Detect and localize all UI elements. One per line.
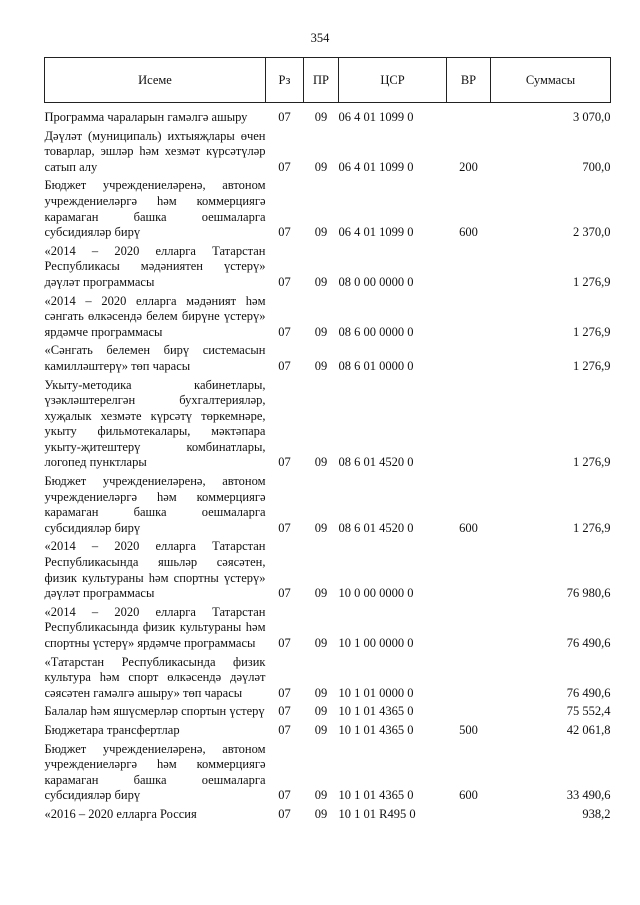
budget-table [44, 57, 611, 825]
row-name: «2014 – 2020 елларга Татарстан Республикасында физик культураны һәм спортны үстерү» ярдәмче программасы [44, 604, 266, 650]
row-vr [447, 377, 491, 474]
row-name: Бюджет учреждениеләренә, автоном учреждениеләргә һәм коммерциягә карамаган башка оешмаларга субсидияләр бирү [44, 178, 266, 240]
row-name: Балалар һәм яшүсмерләр спортын үстерү [44, 704, 265, 719]
row-csr: 10 0 00 0000 0 [338, 586, 414, 601]
row-csr: 08 6 00 0000 0 [338, 324, 414, 339]
row-sum: 76 490,6 [566, 685, 611, 700]
row-sum: 42 061,8 [566, 722, 611, 737]
table-row [45, 654, 611, 704]
row-vr [447, 342, 491, 376]
row-vr: 600 [459, 788, 478, 803]
row-name: «2014 – 2020 елларга Татарстан Республикасында яшьләр сәясәтен, физик культураны һәм спортны үстерү» дәүләт программасы [44, 539, 266, 601]
row-csr: 06 4 01 1099 0 [338, 225, 414, 240]
row-rz: 07 [278, 685, 291, 700]
row-vr: 200 [459, 159, 478, 174]
row-name: Бюджетара трансфертлар [44, 722, 180, 737]
row-name: Бюджет учреждениеләренә, автоном учреждениеләргә һәм коммерциягә карамаган башка оешмаларга субсидияләр бирү [44, 474, 266, 535]
row-sum: 1 276,9 [573, 520, 611, 535]
row-sum: 1 276,9 [573, 324, 611, 339]
row-sum: 938,2 [582, 806, 611, 821]
column-header-sum: Суммасы [491, 58, 611, 103]
row-sum: 1 276,9 [573, 274, 611, 289]
row-name: «Татарстан Республикасында физик культура һәм спорт өлкәсендә дәүләт сәясәтен гамәлгә ашыру» төп чарасы [44, 654, 266, 700]
row-pr: 09 [314, 788, 328, 803]
row-vr [447, 243, 491, 293]
row-csr: 10 1 01 R495 0 [338, 806, 416, 821]
table-row [45, 604, 611, 654]
row-csr: 10 1 01 4365 0 [338, 722, 414, 737]
row-name: Дәүләт (муниципаль) ихтыяҗлары өчен товарлар, эшләр һәм хезмәт күрсәтүләр сатып алу [44, 128, 266, 174]
table-row [45, 342, 611, 376]
row-pr: 09 [314, 586, 328, 601]
row-csr: 10 1 00 0000 0 [338, 636, 414, 650]
row-rz: 07 [278, 358, 291, 373]
row-vr [447, 604, 491, 654]
table-row [45, 177, 611, 242]
row-name: «2014 – 2020 елларга мәдәният һәм сәнгать өлкәсендә белем бирүне үстерү» ярдәмче программасы [44, 293, 266, 339]
column-header-vr: ВР [447, 58, 491, 103]
column-header-pr: ПР [304, 58, 339, 103]
row-rz: 07 [278, 586, 291, 601]
table-row [45, 741, 611, 806]
row-rz: 07 [278, 455, 291, 470]
row-vr [447, 703, 491, 722]
row-vr [447, 654, 491, 704]
table-row [45, 538, 611, 603]
row-rz: 07 [278, 110, 291, 124]
row-name: Бюджет учреждениеләренә, автоном учреждениеләргә һәм коммерциягә карамаган башка оешмаларга субсидияләр бирү [44, 741, 266, 803]
row-sum: 2 370,0 [573, 225, 611, 240]
row-csr: 08 6 01 0000 0 [338, 358, 414, 373]
row-sum: 1 276,9 [573, 358, 611, 373]
row-pr: 09 [314, 159, 328, 174]
table-row [45, 109, 611, 128]
row-name: Укыту-методика кабинетлары, үзәкләштерелгән бухгалтерияләр, хуҗалык хезмәте күрсәтү төркемнәре, укыту фильмотекалары, мәктәпара укыту-җитештерү комбинатлары, логопед пунктлары [44, 377, 266, 470]
row-sum: 75 552,4 [566, 704, 611, 719]
table-body [45, 103, 611, 825]
row-rz: 07 [278, 806, 291, 821]
row-sum: 3 070,0 [573, 110, 611, 124]
row-rz: 07 [278, 788, 291, 803]
row-sum: 700,0 [582, 159, 611, 174]
row-rz: 07 [278, 636, 291, 650]
row-csr: 10 1 01 0000 0 [338, 685, 414, 700]
table-header-row [45, 58, 611, 103]
row-vr: 500 [459, 722, 478, 737]
row-csr: 08 0 00 0000 0 [338, 274, 414, 289]
row-sum: 1 276,9 [573, 455, 611, 470]
row-csr: 10 1 01 4365 0 [338, 704, 414, 719]
row-pr: 09 [314, 455, 328, 470]
table-row [45, 128, 611, 178]
row-name: «Сәнгать белемен бирү системасын камилләштерү» төп чарасы [44, 343, 266, 373]
table-row [45, 722, 611, 741]
row-pr: 09 [314, 685, 328, 700]
row-pr: 09 [314, 110, 328, 124]
page-number: 354 [310, 31, 330, 45]
row-rz: 07 [278, 159, 291, 174]
row-csr: 06 4 01 1099 0 [338, 159, 414, 174]
column-header-csr: ЦСР [339, 58, 447, 103]
row-csr: 08 6 01 4520 0 [338, 520, 414, 535]
row-name: «2014 – 2020 елларга Татарстан Республикасы мәдәниятен үстерү» дәүләт программасы [44, 243, 266, 289]
row-pr: 09 [314, 704, 328, 719]
table-row [45, 473, 611, 538]
row-rz: 07 [278, 225, 291, 240]
table-row [45, 806, 611, 825]
row-sum: 33 490,6 [566, 788, 611, 803]
row-pr: 09 [314, 225, 328, 240]
row-pr: 09 [314, 520, 328, 535]
row-pr: 09 [314, 806, 328, 821]
row-pr: 09 [314, 358, 328, 373]
row-vr [447, 109, 491, 128]
table-row [45, 703, 611, 722]
row-rz: 07 [278, 520, 291, 535]
row-pr: 09 [314, 636, 328, 650]
row-rz: 07 [278, 324, 291, 339]
row-vr [447, 293, 491, 343]
row-csr: 08 6 01 4520 0 [338, 455, 414, 470]
row-pr: 09 [314, 274, 328, 289]
row-rz: 07 [278, 704, 291, 719]
column-header-name: Исеме [45, 58, 266, 103]
row-vr: 600 [459, 520, 478, 535]
row-name: Программа чараларын гамәлгә ашыру [44, 110, 248, 124]
column-header-rz: Рз [266, 58, 304, 103]
table-row [45, 377, 611, 474]
row-pr: 09 [314, 722, 328, 737]
table-row [45, 243, 611, 293]
row-sum: 76 980,6 [566, 586, 611, 601]
table-row [45, 293, 611, 343]
row-rz: 07 [278, 274, 291, 289]
row-pr: 09 [314, 324, 328, 339]
row-csr: 10 1 01 4365 0 [338, 788, 414, 803]
row-vr [447, 538, 491, 603]
row-vr [447, 806, 491, 825]
row-sum: 76 490,6 [566, 636, 611, 650]
row-csr: 06 4 01 1099 0 [338, 110, 414, 124]
row-name: «2016 – 2020 елларга Россия [44, 806, 197, 821]
row-rz: 07 [278, 722, 291, 737]
row-vr: 600 [459, 225, 478, 240]
